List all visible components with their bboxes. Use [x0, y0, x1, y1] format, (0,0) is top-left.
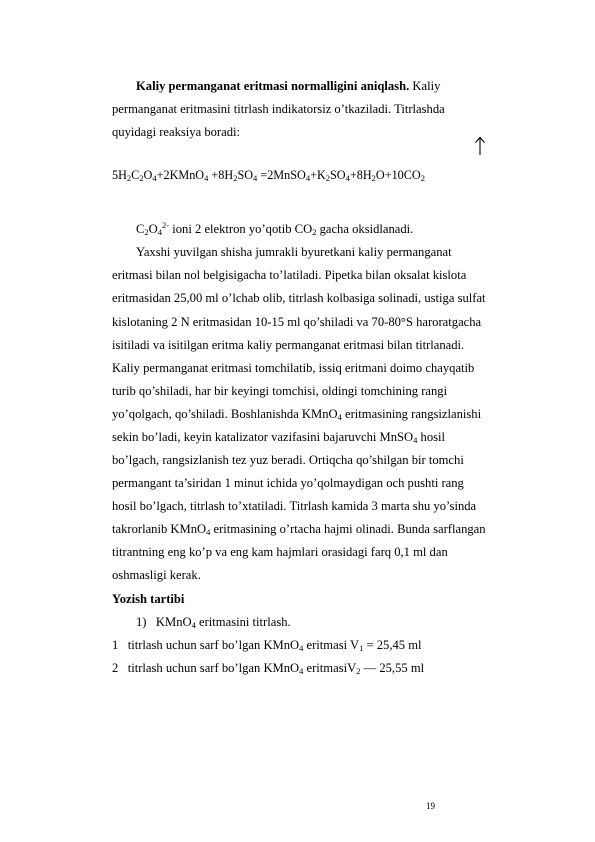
list-item: 1) KMnO$_4$ eritmasini titrlash. [136, 615, 291, 630]
heading-line [136, 78, 440, 94]
paragraph-line: Kaliy permanganat eritmasi tomchilatib, issiq eritmani doimo chayqatib [112, 361, 475, 375]
section-heading: Kaliy permanganat eritmasi normalligini aniqlash. [136, 79, 410, 93]
measurement-line: 1 titrlash uchun sarf bo’lgan KMnO$_4$ eritmasi $V_1 = 25,45$ ml [112, 638, 422, 653]
paragraph-line: permangant ta’siridan 1 minut ichida yo’qolmaydigan och pushti rang [112, 476, 464, 490]
paragraph-line: kislotaning 2 N eritmasidan 10-15 ml qo’shiladi va 70-80°S haroratgacha [112, 315, 482, 329]
measurement-line: 2 titrlash uchun sarf bo’lgan KMnO$_4$ eritmasiV$_2$ — 25,55 ml [112, 661, 425, 676]
intro-text-3: quyidagi reaksiya boradi: [112, 125, 240, 139]
paragraph-line: Yaxshi yuvilgan shisha jumrakli byuretkani kaliy permanganat [136, 245, 452, 259]
paragraph-line: hosil bo’lgach, titrlash to’xtatiladi. Titrlash kamida 3 marta shu yo’sinda [112, 499, 477, 513]
paragraph-line: sekin bo’ladi, keyin katalizator vazifasini bajaruvchi MnSO$_4$ hosil [112, 430, 446, 445]
paragraph-line: isitiladi va isitilgan eritma kaliy permanganat eritmasi bilan titrlanadi. [112, 338, 465, 352]
oxalate-ion-line: $C_2O_4^{2-}$ ioni 2 elektron yo’qotib $CO_2$ gacha oksidlanadi. [136, 220, 414, 237]
page-number: 19 [426, 801, 435, 811]
paragraph-line: titrantning eng ko’p va eng kam hajmlari orasidagi farq 0,1 ml dan [112, 545, 448, 559]
intro-text-2: permanganat eritmasini titrlash indikatorsiz o’tkaziladi. Titrlashda [112, 102, 445, 116]
paragraph-line: eritmasidan 25,00 ml o’lchab olib, titrlash kolbasiga solinadi, ustiga sulfat [112, 291, 486, 305]
up-arrow-icon [473, 136, 487, 156]
section-title: Yozish tartibi [112, 592, 185, 606]
paragraph-line: takrorlanib KMnO$_4$ eritmasining o’rtacha hajmi olinadi. Bunda sarflangan [112, 522, 486, 537]
paragraph-line: oshmasligi kerak. [112, 568, 201, 582]
paragraph-line: eritmasi bilan nol belgisigacha to’latiladi. Pipetka bilan oksalat kislota [112, 268, 467, 282]
paragraph-line: bo’lgach, rangsizlanish tez yuz beradi. Ortiqcha qo’shilgan bir tomchi [112, 453, 464, 467]
intro-text-1: Kaliy [409, 79, 441, 93]
paragraph-line: yo’qolgach, qo’shiladi. Boshlanishda KMnO$_4$ eritmasining rangsizlanishi [112, 407, 482, 422]
paragraph-line: turib qo’shiladi, har bir keyingi tomchisi, oldingi tomchining rangi [112, 384, 448, 398]
reaction-equation: $5H_2C_2O_4+2KMnO_4 +8H_2SO_4$ $=2MnSO_4+K_2SO_4+8H_2O+10CO_2$ [112, 168, 425, 183]
